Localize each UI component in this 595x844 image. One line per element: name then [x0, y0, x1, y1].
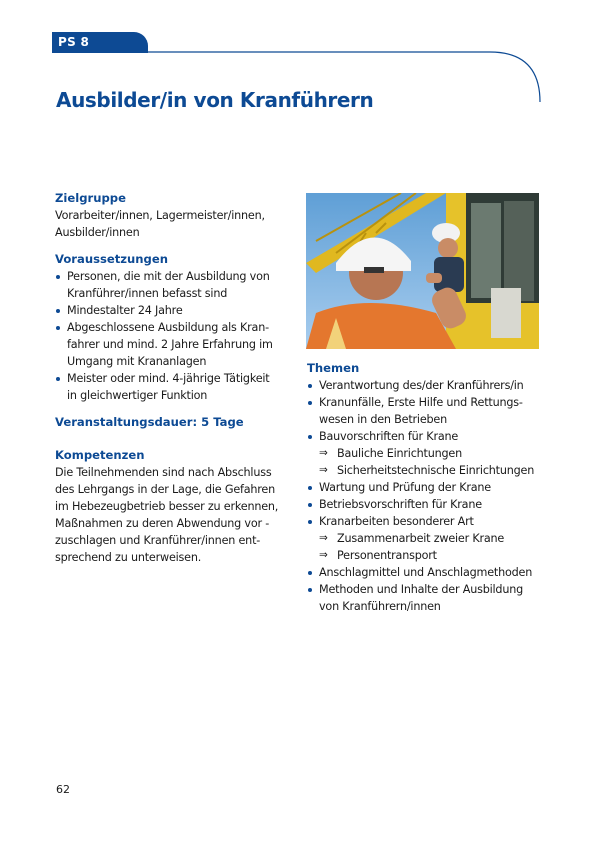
- text-line: von Kranführern/innen: [319, 600, 441, 613]
- text-line: zuschlagen und Kranführer/innen ent-: [55, 534, 261, 547]
- themen-heading: Themen: [307, 361, 360, 375]
- text-line: im Hebezeugbetrieb besser zu erkennen,: [55, 500, 279, 513]
- text-line: Kranführer/innen befasst sind: [67, 287, 228, 300]
- sub-list: [319, 445, 547, 479]
- list-item: [307, 394, 547, 428]
- text-line: des Lehrgangs in der Lage, die Gefahren: [55, 483, 276, 496]
- page-number: 62: [56, 783, 70, 796]
- list-item: [55, 370, 287, 404]
- text-line: Wartung und Prüfung der Krane: [319, 481, 491, 494]
- list-item: [55, 302, 287, 319]
- text-line: Personentransport: [337, 549, 437, 562]
- list-item: [55, 268, 287, 302]
- section-zielgruppe: [55, 190, 287, 241]
- text-line: wesen in den Betrieben: [319, 413, 447, 426]
- text-line: Maßnahmen zu deren Abwendung vor -: [55, 517, 270, 530]
- kompetenzen-text: [55, 464, 287, 566]
- arrow-icon: ⇒: [319, 532, 328, 544]
- list-item: [307, 564, 547, 581]
- list-item: [307, 513, 547, 564]
- zielgruppe-heading: Zielgruppe: [55, 191, 126, 205]
- text-line: Abgeschlossene Ausbildung als Kran-: [67, 321, 269, 334]
- kompetenzen-heading: Kompetenzen: [55, 448, 145, 462]
- text-line: fahrer und mind. 2 Jahre Erfahrung im: [67, 338, 273, 351]
- themen-list: [307, 377, 547, 615]
- arrow-icon: ⇒: [319, 447, 328, 459]
- text-line: Kranunfälle, Erste Hilfe und Rettungs-: [319, 396, 523, 409]
- text-line: Kranarbeiten besonderer Art: [319, 515, 474, 528]
- text-line: Zusammenarbeit zweier Krane: [337, 532, 505, 545]
- right-column: [307, 360, 547, 615]
- voraussetzungen-list: [55, 268, 287, 404]
- crane-photo: [306, 193, 539, 349]
- page-title: Ausbilder/in von Kranführern: [56, 88, 374, 112]
- list-item: [55, 319, 287, 370]
- list-item: [307, 479, 547, 496]
- arrow-icon: ⇒: [319, 549, 328, 561]
- text-line: Verantwortung des/der Kranführers/in: [319, 379, 524, 392]
- left-column: [55, 190, 287, 576]
- text-line: Bauliche Einrichtungen: [337, 447, 462, 460]
- section-kompetenzen: [55, 447, 287, 566]
- text-line: Bauvorschriften für Krane: [319, 430, 459, 443]
- section-voraussetzungen: [55, 251, 287, 404]
- text-line: Ausbilder/innen: [55, 226, 140, 239]
- text-line: Methoden und Inhalte der Ausbildung: [319, 583, 524, 596]
- sub-list: [319, 530, 547, 564]
- text-line: Mindestalter 24 Jahre: [67, 304, 183, 317]
- section-dauer: [55, 414, 287, 431]
- text-line: Betriebsvorschriften für Krane: [319, 498, 482, 511]
- sub-list-item: [319, 530, 547, 547]
- list-item: [307, 428, 547, 479]
- text-line: Umgang mit Krananlagen: [67, 355, 207, 368]
- list-item: [307, 377, 547, 394]
- text-line: Anschlagmittel und Anschlagmethoden: [319, 566, 533, 579]
- text-line: in gleichwertiger Funktion: [67, 389, 208, 402]
- text-line: Personen, die mit der Ausbildung von: [67, 270, 270, 283]
- arrow-icon: ⇒: [319, 464, 328, 476]
- sub-list-item: [319, 547, 547, 564]
- text-line: sprechend zu unterweisen.: [55, 551, 202, 564]
- sub-list-item: [319, 462, 547, 479]
- dauer-heading: Veranstaltungsdauer: 5 Tage: [55, 415, 244, 429]
- list-item: [307, 496, 547, 513]
- section-tab-label: PS 8: [58, 35, 90, 49]
- sub-list-item: [319, 445, 547, 462]
- text-line: Die Teilnehmenden sind nach Abschluss: [55, 466, 272, 479]
- text-line: Sicherheitstechnische Einrichtungen: [337, 464, 535, 477]
- text-line: Vorarbeiter/innen, Lagermeister/innen,: [55, 209, 265, 222]
- list-item: [307, 581, 547, 615]
- zielgruppe-text: [55, 207, 287, 241]
- text-line: Meister oder mind. 4-jährige Tätigkeit: [67, 372, 270, 385]
- voraussetzungen-heading: Voraussetzungen: [55, 252, 168, 266]
